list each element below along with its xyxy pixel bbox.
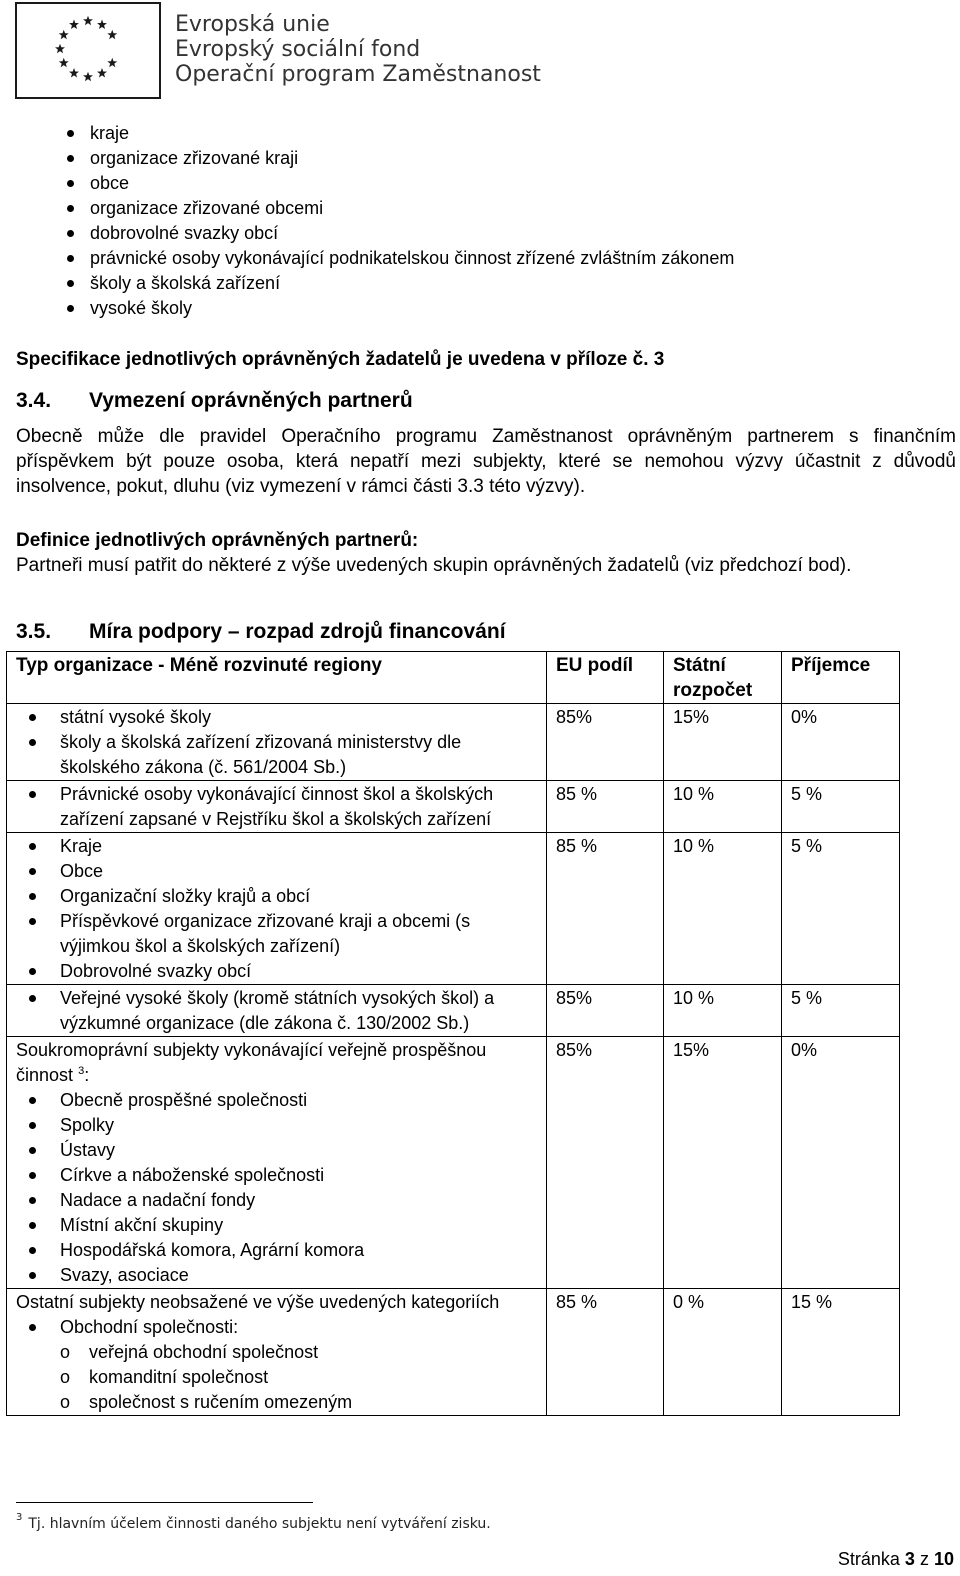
footnote-mark: 3 [16, 1512, 23, 1523]
list-item: právnické osoby vykonávající podnikatelskou činnost zřízené zvláštním zákonem [15, 246, 734, 271]
list-item: Obchodní společnosti: [16, 1315, 538, 1340]
page-number: Stránka 3 z 10 [837, 1549, 954, 1569]
list-item: organizace zřizované kraji [15, 146, 734, 171]
state-budget-cell: 15% [664, 1037, 782, 1289]
list-item: Dobrovolné svazky obcí [16, 959, 538, 984]
table-row [7, 1289, 900, 1416]
list-item: kraje [15, 121, 734, 146]
logo-line-esf: Evropský sociální fond [175, 37, 421, 62]
header-org-type: Typ organizace - Méně rozvinuté regiony [7, 652, 547, 704]
recipient-cell: 5 % [782, 781, 900, 833]
list-item: Obecně prospěšné společnosti [16, 1088, 538, 1113]
recipient-cell: 15 % [782, 1289, 900, 1416]
footnote [16, 1514, 491, 1534]
logo-text [175, 12, 575, 87]
logo-line-program: Operační program Zaměstnanost [175, 62, 541, 87]
sub-list-item: o veřejná obchodní společnost [16, 1340, 538, 1365]
org-cell [7, 1037, 547, 1289]
table-row [7, 1037, 900, 1289]
list-item: Ústavy [16, 1138, 538, 1163]
sub-list-item: o společnost s ručením omezeným [16, 1390, 538, 1415]
list-item: Veřejné vysoké školy (kromě státních vysokých škol) a výzkumné organizace (dle zákona č. 130/2002 Sb.) [16, 986, 538, 1036]
eu-share-cell: 85% [547, 1037, 664, 1289]
section-title: Vymezení oprávněných partnerů [89, 389, 413, 412]
star-icon [83, 72, 93, 81]
sub-list-item: o komanditní společnost [16, 1365, 538, 1390]
list-item: Nadace a nadační fondy [16, 1188, 538, 1213]
org-cell [7, 781, 547, 833]
state-budget-cell: 10 % [664, 985, 782, 1037]
definition-heading: Definice jednotlivých oprávněných partnerů: [16, 530, 419, 551]
list-item: Svazy, asociace [16, 1263, 538, 1288]
header-state-budget: Státní rozpočet [664, 652, 782, 704]
specification-note: Specifikace jednotlivých oprávněných žadatelů je uvedena v příloze č. 3 [16, 349, 665, 370]
star-icon [97, 68, 107, 77]
org-cell [7, 833, 547, 985]
section-number: 3.4. [16, 389, 52, 412]
table-row [7, 985, 900, 1037]
list-item: Hospodářská komora, Agrární komora [16, 1238, 538, 1263]
list-item: dobrovolné svazky obcí [15, 221, 734, 246]
star-icon [107, 30, 117, 39]
list-item: Místní akční skupiny [16, 1213, 538, 1238]
section-3-4-heading [16, 388, 413, 414]
star-icon [59, 30, 69, 39]
recipient-cell: 0% [782, 1037, 900, 1289]
recipient-cell: 5 % [782, 985, 900, 1037]
org-cell [7, 985, 547, 1037]
org-cell [7, 1289, 547, 1416]
list-item: školy a školská zařízení zřizovaná ministerstvy dle školského zákona (č. 561/2004 Sb.) [16, 730, 538, 780]
eligible-applicants-list [15, 121, 734, 321]
state-budget-cell: 10 % [664, 833, 782, 985]
table-row [7, 833, 900, 985]
eu-share-cell: 85% [547, 985, 664, 1037]
state-budget-cell: 10 % [664, 781, 782, 833]
footnote-text: Tj. hlavním účelem činnosti daného subjektu není vytváření zisku. [28, 1516, 491, 1532]
section-number: 3.5. [16, 620, 52, 643]
footnote-separator [16, 1502, 313, 1503]
footnote-ref: 3 [78, 1065, 85, 1077]
header-recipient: Příjemce [782, 652, 900, 704]
list-item: Spolky [16, 1113, 538, 1138]
list-item: obce [15, 171, 734, 196]
table-row [7, 781, 900, 833]
list-item: Kraje [16, 834, 538, 859]
row-lead-text: Soukromoprávní subjekty vykonávající veřejně prospěšnou činnost $^3$: [16, 1040, 487, 1085]
definition-body: Partneři musí patřit do některé z výše uvedených skupin oprávněných žadatelů (viz předchozí bod). [16, 555, 852, 576]
star-icon [107, 58, 117, 67]
list-item: státní vysoké školy [16, 705, 538, 730]
list-item: Obce [16, 859, 538, 884]
org-cell [7, 704, 547, 781]
star-icon [69, 20, 79, 29]
list-item: Organizační složky krajů a obcí [16, 884, 538, 909]
star-icon [69, 68, 79, 77]
logo-line-eu: Evropská unie [175, 12, 330, 37]
recipient-cell: 5 % [782, 833, 900, 985]
list-item: Církve a náboženské společnosti [16, 1163, 538, 1188]
star-icon [97, 20, 107, 29]
eu-share-cell: 85 % [547, 781, 664, 833]
header-eu-share: EU podíl [547, 652, 664, 704]
eu-flag-logo [15, 2, 161, 99]
recipient-cell: 0% [782, 704, 900, 781]
table-header-row [7, 652, 900, 704]
list-item: školy a školská zařízení [15, 271, 734, 296]
row-lead-text: Ostatní subjekty neobsažené ve výše uvedených kategoriích [16, 1292, 500, 1312]
eu-share-cell: 85% [547, 704, 664, 781]
eu-share-cell: 85 % [547, 833, 664, 985]
state-budget-cell: 15% [664, 704, 782, 781]
table-row [7, 704, 900, 781]
funding-table [6, 651, 900, 1416]
state-budget-cell: 0 % [664, 1289, 782, 1416]
list-item: Právnické osoby vykonávající činnost škol a školských zařízení zapsané v Rejstříku škol a školských zařízení [16, 782, 538, 832]
eu-stars-icon [17, 4, 159, 97]
list-item: organizace zřizované obcemi [15, 196, 734, 221]
section-3-5-heading [16, 619, 506, 645]
partners-body: Obecně může dle pravidel Operačního programu Zaměstnanost oprávněným partnerem s finančním příspěvkem být pouze osoba, která nepatří mezi subjekty, které se nemohou výzvy účastnit z důvodů insolvence, pokut, dluhu (viz vymezení v rámci části 3.3 této výzvy). [16, 426, 956, 497]
star-icon [59, 58, 69, 67]
list-item: vysoké školy [15, 296, 734, 321]
section-title: Míra podpory – rozpad zdrojů financování [89, 620, 506, 643]
star-icon [55, 44, 65, 53]
eu-share-cell: 85 % [547, 1289, 664, 1416]
star-icon [83, 16, 93, 25]
list-item: Příspěvkové organizace zřizované kraji a obcemi (s výjimkou škol a školských zařízení) [16, 909, 538, 959]
